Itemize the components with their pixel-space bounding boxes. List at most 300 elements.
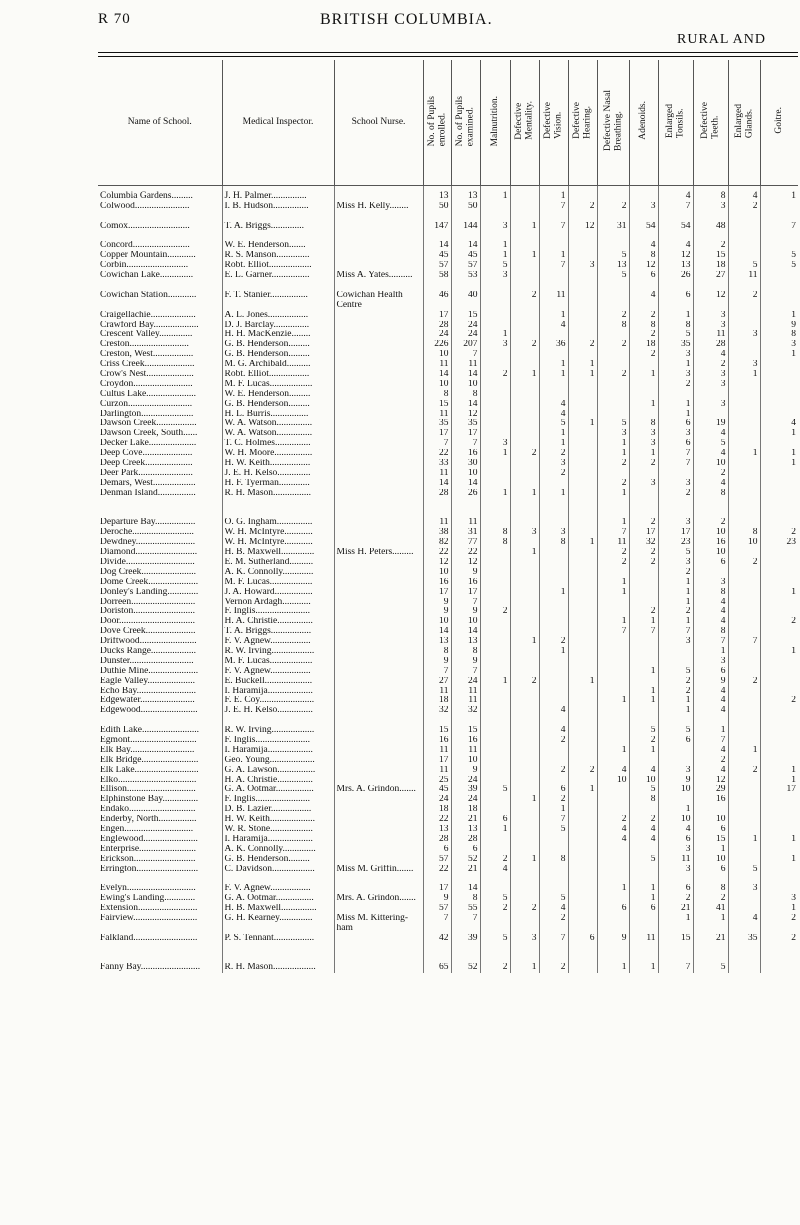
cell-malnutrition xyxy=(480,924,510,934)
cell-enlarged-tonsils: 8 xyxy=(658,321,693,331)
cell-malnutrition: 1 xyxy=(480,186,510,202)
cell-defective-teeth: 10 xyxy=(693,548,728,558)
cell-defective-teeth: 3 xyxy=(693,311,728,321)
cell-adenoids xyxy=(629,578,658,588)
spacer-cell xyxy=(222,874,334,884)
cell-goitre xyxy=(760,963,798,973)
cell-examined: 17 xyxy=(451,588,480,598)
cell-school-nurse xyxy=(334,400,423,410)
cell-defective-nasal-breathing xyxy=(597,330,629,340)
cell-malnutrition: 3 xyxy=(480,439,510,449)
spacer-cell xyxy=(728,232,760,242)
cell-defective-hearing xyxy=(568,627,597,637)
cell-malnutrition: 1 xyxy=(480,449,510,459)
cell-medical-inspector: E. L. Garner................ xyxy=(222,271,334,281)
cell-enlarged-glands: 2 xyxy=(728,677,760,687)
cell-enlarged-tonsils: 23 xyxy=(658,538,693,548)
cell-defective-mentality: 3 xyxy=(510,934,539,944)
cell-defective-vision: 7 xyxy=(539,934,568,944)
cell-adenoids: 8 xyxy=(629,321,658,331)
cell-enlarged-tonsils: 3 xyxy=(658,845,693,855)
cell-defective-teeth: 3 xyxy=(693,380,728,390)
cell-examined: 7 xyxy=(451,667,480,677)
cell-enlarged-tonsils xyxy=(658,301,693,311)
cell-examined: 24 xyxy=(451,677,480,687)
cell-defective-nasal-breathing: 9 xyxy=(597,934,629,944)
cell-goitre: 3 xyxy=(760,340,798,350)
spacer-cell xyxy=(629,944,658,954)
cell-defective-nasal-breathing xyxy=(597,706,629,716)
spacer-cell xyxy=(98,281,222,291)
cell-adenoids: 1 xyxy=(629,746,658,756)
cell-adenoids: 1 xyxy=(629,963,658,973)
spacer-cell xyxy=(568,509,597,519)
cell-defective-hearing xyxy=(568,380,597,390)
cell-enlarged-glands xyxy=(728,419,760,429)
cell-school-nurse xyxy=(334,617,423,627)
cell-school-nurse xyxy=(334,410,423,420)
table-row xyxy=(98,914,798,924)
cell-medical-inspector: G. B. Henderson......... xyxy=(222,340,334,350)
spacer-row xyxy=(98,874,798,884)
cell-enlarged-tonsils: 21 xyxy=(658,904,693,914)
cell-enlarged-tonsils: 6 xyxy=(658,439,693,449)
cell-school-name: Curzon........................... xyxy=(100,399,193,409)
cell-defective-mentality: 1 xyxy=(510,795,539,805)
cell-medical-inspector: J. A. Howard................ xyxy=(222,588,334,598)
cell-defective-hearing xyxy=(568,241,597,251)
table-row xyxy=(98,340,798,350)
cell-defective-mentality: 1 xyxy=(510,222,539,232)
spacer-row xyxy=(98,499,798,509)
cell-defective-nasal-breathing xyxy=(597,805,629,815)
cell-goitre xyxy=(760,370,798,380)
cell-defective-hearing: 1 xyxy=(568,785,597,795)
cell-defective-teeth: 4 xyxy=(693,449,728,459)
cell-defective-hearing xyxy=(568,884,597,894)
cell-defective-hearing xyxy=(568,528,597,538)
cell-enlarged-tonsils: 6 xyxy=(658,884,693,894)
cell-defective-teeth: 2 xyxy=(693,241,728,251)
cell-defective-vision: 2 xyxy=(539,914,568,924)
cell-enrolled: 50 xyxy=(423,202,451,212)
cell-defective-mentality xyxy=(510,687,539,697)
column-header-glands: Enlarged Glands. xyxy=(728,60,760,186)
cell-defective-teeth: 15 xyxy=(693,835,728,845)
cell-enrolled: 22 xyxy=(423,548,451,558)
cell-enlarged-tonsils xyxy=(658,390,693,400)
cell-adenoids: 6 xyxy=(629,271,658,281)
cell-defective-nasal-breathing: 4 xyxy=(597,766,629,776)
cell-defective-teeth: 4 xyxy=(693,687,728,697)
cell-examined: 10 xyxy=(451,756,480,766)
cell-malnutrition: 4 xyxy=(480,865,510,875)
spacer-cell xyxy=(480,944,510,954)
spacer-cell xyxy=(423,944,451,954)
cell-defective-hearing xyxy=(568,469,597,479)
cell-enlarged-glands: 4 xyxy=(728,914,760,924)
cell-school-nurse xyxy=(334,439,423,449)
cell-medical-inspector: Robt. Elliot.................. xyxy=(222,261,334,271)
spacer-cell xyxy=(728,509,760,519)
cell-adenoids: 1 xyxy=(629,400,658,410)
cell-defective-hearing xyxy=(568,617,597,627)
cell-defective-teeth: 16 xyxy=(693,795,728,805)
cell-enlarged-glands xyxy=(728,855,760,865)
cell-goitre xyxy=(760,479,798,489)
table-row xyxy=(98,429,798,439)
spacer-cell xyxy=(539,281,568,291)
cell-school-name: Doriston.......................... xyxy=(100,607,195,617)
table-row xyxy=(98,380,798,390)
cell-malnutrition xyxy=(480,568,510,578)
cell-defective-teeth: 6 xyxy=(693,825,728,835)
cell-examined: 7 xyxy=(451,439,480,449)
cell-defective-vision xyxy=(539,350,568,360)
cell-examined: 77 xyxy=(451,538,480,548)
cell-medical-inspector: O. G. Ingham............... xyxy=(222,518,334,528)
cell-enlarged-glands xyxy=(728,687,760,697)
cell-defective-nasal-breathing xyxy=(597,291,629,301)
spacer-cell xyxy=(597,716,629,726)
cell-enlarged-glands xyxy=(728,756,760,766)
table-row xyxy=(98,825,798,835)
table-row xyxy=(98,815,798,825)
cell-enrolled: 11 xyxy=(423,746,451,756)
cell-school-nurse xyxy=(334,647,423,657)
spacer-cell xyxy=(539,232,568,242)
cell-enrolled: 10 xyxy=(423,617,451,627)
cell-defective-teeth: 5 xyxy=(693,963,728,973)
cell-defective-hearing xyxy=(568,558,597,568)
cell-goitre xyxy=(760,627,798,637)
spacer-cell xyxy=(98,509,222,519)
cell-defective-mentality xyxy=(510,439,539,449)
spacer-cell xyxy=(451,716,480,726)
cell-defective-nasal-breathing xyxy=(597,726,629,736)
cell-medical-inspector: R. W. Irving.................. xyxy=(222,726,334,736)
cell-adenoids: 3 xyxy=(629,429,658,439)
spacer-cell xyxy=(451,509,480,519)
cell-goitre xyxy=(760,548,798,558)
cell-defective-teeth: 8 xyxy=(693,884,728,894)
spacer-cell xyxy=(597,499,629,509)
cell-enrolled: 226 xyxy=(423,340,451,350)
cell-medical-inspector: W. R. Stone.................. xyxy=(222,825,334,835)
cell-enrolled: 17 xyxy=(423,884,451,894)
cell-school-nurse xyxy=(334,518,423,528)
table-row xyxy=(98,904,798,914)
cell-examined: 50 xyxy=(451,202,480,212)
spacer-cell xyxy=(222,212,334,222)
cell-defective-teeth: 6 xyxy=(693,667,728,677)
cell-adenoids: 2 xyxy=(629,330,658,340)
cell-examined: 11 xyxy=(451,746,480,756)
spacer-cell xyxy=(539,716,568,726)
spacer-cell xyxy=(629,281,658,291)
cell-malnutrition: 2 xyxy=(480,963,510,973)
cell-medical-inspector: J. H. Palmer............... xyxy=(222,186,334,202)
column-header-teeth: Defective Teeth. xyxy=(693,60,728,186)
cell-goitre xyxy=(760,667,798,677)
cell-examined: 13 xyxy=(451,637,480,647)
cell-enlarged-glands xyxy=(728,617,760,627)
spacer-cell xyxy=(98,944,222,954)
cell-examined: 22 xyxy=(451,548,480,558)
cell-school-name: Door................................ xyxy=(100,617,195,627)
cell-defective-hearing xyxy=(568,350,597,360)
cell-defective-hearing xyxy=(568,835,597,845)
spacer-row xyxy=(98,232,798,242)
cell-school-name: Egmont............................ xyxy=(100,735,197,745)
cell-defective-mentality xyxy=(510,311,539,321)
cell-goitre: 1 xyxy=(760,459,798,469)
spacer-cell xyxy=(334,509,423,519)
cell-examined: 13 xyxy=(451,186,480,202)
cell-enlarged-tonsils xyxy=(658,469,693,479)
cell-enlarged-tonsils: 2 xyxy=(658,607,693,617)
table-row xyxy=(98,677,798,687)
cell-enlarged-glands xyxy=(728,469,760,479)
cell-defective-mentality xyxy=(510,736,539,746)
cell-medical-inspector: D. B. Lazier................. xyxy=(222,805,334,815)
cell-enlarged-tonsils: 1 xyxy=(658,914,693,924)
cell-defective-hearing: 2 xyxy=(568,202,597,212)
cell-defective-mentality xyxy=(510,568,539,578)
cell-defective-hearing xyxy=(568,894,597,904)
cell-defective-vision xyxy=(539,558,568,568)
cell-enlarged-tonsils: 6 xyxy=(658,419,693,429)
cell-enrolled: 14 xyxy=(423,479,451,489)
cell-adenoids: 5 xyxy=(629,726,658,736)
cell-defective-hearing: 1 xyxy=(568,538,597,548)
cell-adenoids xyxy=(629,186,658,202)
spacer-cell xyxy=(760,281,798,291)
cell-defective-vision: 2 xyxy=(539,449,568,459)
column-header-school-nurse: School Nurse. xyxy=(334,60,423,186)
cell-school-nurse xyxy=(334,340,423,350)
cell-malnutrition xyxy=(480,518,510,528)
spacer-cell xyxy=(597,281,629,291)
cell-adenoids: 3 xyxy=(629,202,658,212)
cell-school-name: Diamond.......................... xyxy=(100,548,198,558)
cell-defective-hearing xyxy=(568,667,597,677)
cell-school-name: Crawford Bay................... xyxy=(100,320,199,330)
table-row xyxy=(98,222,798,232)
spacer-cell xyxy=(597,232,629,242)
cell-school-name: Copper Mountain............ xyxy=(100,251,196,261)
cell-enlarged-glands xyxy=(728,696,760,706)
cell-defective-vision: 1 xyxy=(539,370,568,380)
cell-defective-teeth: 41 xyxy=(693,904,728,914)
cell-school-name: Dewdney......................... xyxy=(100,538,196,548)
cell-enlarged-glands xyxy=(728,825,760,835)
spacer-cell xyxy=(658,232,693,242)
cell-defective-hearing xyxy=(568,845,597,855)
cell-enlarged-glands: 2 xyxy=(728,291,760,301)
spacer-cell xyxy=(334,944,423,954)
cell-defective-teeth: 4 xyxy=(693,598,728,608)
cell-enrolled: 12 xyxy=(423,558,451,568)
cell-enrolled: 11 xyxy=(423,410,451,420)
cell-examined: 52 xyxy=(451,963,480,973)
cell-school-nurse xyxy=(334,607,423,617)
cell-school-nurse: Miss A. Yates.......... xyxy=(334,271,423,281)
column-header-school: Name of School. xyxy=(98,60,222,186)
cell-enlarged-tonsils: 11 xyxy=(658,855,693,865)
cell-defective-hearing xyxy=(568,321,597,331)
table-row xyxy=(98,186,798,202)
cell-examined: 17 xyxy=(451,429,480,439)
cell-goitre: 1 xyxy=(760,350,798,360)
cell-defective-vision xyxy=(539,657,568,667)
cell-medical-inspector: M. F. Lucas.................. xyxy=(222,657,334,667)
cell-goitre: 1 xyxy=(760,835,798,845)
cell-goitre: 5 xyxy=(760,251,798,261)
spacer-cell xyxy=(423,716,451,726)
cell-malnutrition xyxy=(480,469,510,479)
cell-defective-mentality xyxy=(510,647,539,657)
cell-enlarged-glands xyxy=(728,776,760,786)
cell-school-name: Dawson Creek, South...... xyxy=(100,429,198,439)
cell-defective-vision: 1 xyxy=(539,186,568,202)
cell-goitre: 3 xyxy=(760,894,798,904)
cell-enlarged-tonsils: 7 xyxy=(658,627,693,637)
cell-defective-teeth: 8 xyxy=(693,489,728,499)
cell-examined: 13 xyxy=(451,825,480,835)
table-row xyxy=(98,291,798,301)
spacer-cell xyxy=(658,874,693,884)
cell-examined: 9 xyxy=(451,607,480,617)
cell-enlarged-glands xyxy=(728,578,760,588)
cell-enlarged-tonsils: 7 xyxy=(658,963,693,973)
cell-adenoids xyxy=(629,805,658,815)
cell-adenoids xyxy=(629,914,658,924)
cell-adenoids: 10 xyxy=(629,776,658,786)
table-header-row xyxy=(98,60,798,186)
cell-school-nurse xyxy=(334,241,423,251)
cell-defective-hearing xyxy=(568,400,597,410)
cell-adenoids: 2 xyxy=(629,518,658,528)
spacer-cell xyxy=(98,716,222,726)
cell-school-nurse: Miss H. Peters......... xyxy=(334,548,423,558)
cell-defective-mentality xyxy=(510,766,539,776)
cell-examined: 53 xyxy=(451,271,480,281)
cell-defective-hearing xyxy=(568,449,597,459)
cell-malnutrition xyxy=(480,410,510,420)
cell-defective-mentality xyxy=(510,726,539,736)
cell-goitre: 1 xyxy=(760,449,798,459)
cell-defective-hearing xyxy=(568,291,597,301)
spacer-cell xyxy=(693,212,728,222)
cell-enrolled: 16 xyxy=(423,578,451,588)
cell-defective-vision: 1 xyxy=(539,805,568,815)
cell-defective-nasal-breathing xyxy=(597,647,629,657)
cell-defective-vision: 5 xyxy=(539,825,568,835)
cell-enlarged-glands: 2 xyxy=(728,558,760,568)
cell-defective-nasal-breathing: 4 xyxy=(597,835,629,845)
cell-examined: 15 xyxy=(451,726,480,736)
cell-adenoids xyxy=(629,588,658,598)
cell-defective-nasal-breathing: 2 xyxy=(597,815,629,825)
cell-school-nurse xyxy=(334,934,423,944)
cell-school-nurse xyxy=(334,459,423,469)
cell-enrolled: 18 xyxy=(423,696,451,706)
cell-adenoids xyxy=(629,845,658,855)
cell-examined: 10 xyxy=(451,380,480,390)
cell-enrolled: 13 xyxy=(423,186,451,202)
cell-enlarged-glands xyxy=(728,459,760,469)
cell-examined: 28 xyxy=(451,835,480,845)
cell-school-name: Creston......................... xyxy=(100,340,189,350)
cell-defective-vision: 2 xyxy=(539,637,568,647)
spacer-cell xyxy=(629,499,658,509)
cell-defective-nasal-breathing: 1 xyxy=(597,489,629,499)
cell-examined: 14 xyxy=(451,370,480,380)
cell-enrolled: 22 xyxy=(423,865,451,875)
cell-defective-hearing xyxy=(568,598,597,608)
spacer-cell xyxy=(510,954,539,964)
cell-goitre xyxy=(760,884,798,894)
cell-defective-hearing xyxy=(568,706,597,716)
cell-defective-mentality xyxy=(510,261,539,271)
cell-adenoids: 5 xyxy=(629,855,658,865)
cell-school-name: Creston, West................. xyxy=(100,350,194,360)
cell-defective-vision: 6 xyxy=(539,785,568,795)
cell-malnutrition xyxy=(480,419,510,429)
spacer-cell xyxy=(334,281,423,291)
cell-defective-teeth: 3 xyxy=(693,202,728,212)
spacer-cell xyxy=(728,212,760,222)
cell-defective-nasal-breathing xyxy=(597,637,629,647)
cell-enlarged-tonsils: 1 xyxy=(658,400,693,410)
table-row xyxy=(98,647,798,657)
cell-adenoids: 6 xyxy=(629,904,658,914)
cell-medical-inspector: C. Davidson.................. xyxy=(222,865,334,875)
cell-defective-vision: 3 xyxy=(539,528,568,538)
cell-school-nurse xyxy=(334,380,423,390)
cell-goitre xyxy=(760,746,798,756)
cell-enrolled: 18 xyxy=(423,805,451,815)
cell-malnutrition xyxy=(480,706,510,716)
table-row xyxy=(98,568,798,578)
cell-defective-hearing xyxy=(568,330,597,340)
section-title: RURAL AND xyxy=(677,32,766,47)
cell-school-name: Edgewater....................... xyxy=(100,696,195,706)
cell-goitre: 4 xyxy=(760,419,798,429)
cell-defective-mentality: 1 xyxy=(510,855,539,865)
cell-goitre xyxy=(760,756,798,766)
cell-malnutrition: 1 xyxy=(480,251,510,261)
cell-defective-mentality xyxy=(510,479,539,489)
cell-adenoids: 2 xyxy=(629,607,658,617)
table-row xyxy=(98,410,798,420)
cell-enlarged-glands xyxy=(728,251,760,261)
cell-defective-mentality xyxy=(510,746,539,756)
cell-enlarged-tonsils: 1 xyxy=(658,617,693,627)
cell-school-name: Columbia Gardens......... xyxy=(100,191,193,201)
cell-malnutrition: 2 xyxy=(480,855,510,865)
cell-malnutrition xyxy=(480,766,510,776)
spacer-cell xyxy=(597,509,629,519)
cell-defective-vision: 1 xyxy=(539,489,568,499)
cell-defective-mentality xyxy=(510,301,539,311)
spacer-cell xyxy=(568,716,597,726)
cell-medical-inspector: G. B. Henderson......... xyxy=(222,400,334,410)
spacer-cell xyxy=(451,232,480,242)
cell-examined: 12 xyxy=(451,558,480,568)
cell-school-nurse xyxy=(334,419,423,429)
